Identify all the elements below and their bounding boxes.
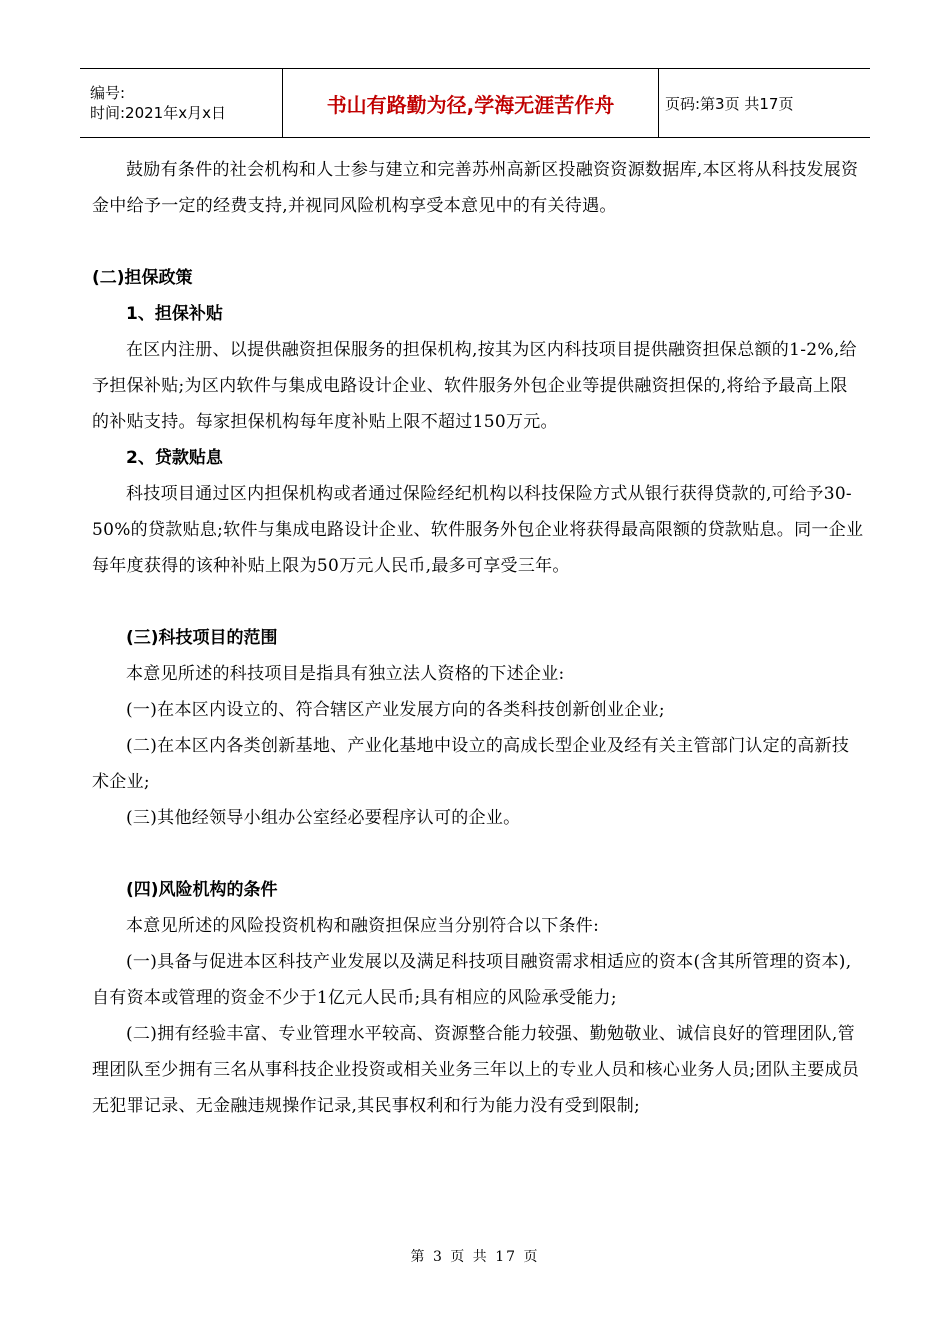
intro-paragraph: 鼓励有条件的社会机构和人士参与建立和完善苏州高新区投融资资源数据库,本区将从科技发展资金中给予一定的经费支持,并视同风险机构享受本意见中的有关待遇。 — [92, 160, 859, 216]
header-time: 时间:2021年x月x日 — [90, 104, 226, 122]
header-number: 编号: — [90, 84, 126, 102]
spacer — [92, 224, 864, 260]
section-heading-institution-conditions: (四)风险机构的条件 — [126, 880, 278, 900]
paragraph-loan-interest: 科技项目通过区内担保机构或者通过保险经纪机构以科技保险方式从银行获得贷款的,可给予30-50%的贷款贴息;软件与集成电路设计企业、软件服务外包企业将获得最高限额的贷款贴息。同一企业每年度获得的该种补贴上限为50万元人民币,最多可享受三年。 — [92, 484, 864, 576]
document-body — [92, 152, 864, 1124]
section-heading-project-scope: (三)科技项目的范围 — [126, 628, 278, 648]
page-header — [80, 68, 870, 138]
paragraph-institution-conditions: 本意见所述的风险投资机构和融资担保应当分别符合以下条件: — [126, 916, 600, 936]
header-meta — [80, 69, 282, 137]
subheading-guarantee-subsidy: 1、担保补贴 — [126, 304, 223, 324]
paragraph-guarantee-subsidy: 在区内注册、以提供融资担保服务的担保机构,按其为区内科技项目提供融资担保总额的1-2%,给予担保补贴;为区内软件与集成电路设计企业、软件服务外包企业等提供融资担保的,将给予最高上限的补贴支持。每家担保机构每年度补贴上限不超过150万元。 — [92, 340, 857, 432]
page-footer: 第 3 页 共 17 页 — [410, 1249, 540, 1265]
list-item-scope-3: (三)其他经领导小组办公室经必要程序认可的企业。 — [126, 808, 521, 828]
list-item-condition-2: (二)拥有经验丰富、专业管理水平较高、资源整合能力较强、勤勉敬业、诚信良好的管理团队,管理团队至少拥有三名从事科技企业投资或相关业务三年以上的专业人员和核心业务人员;团队主要成员无犯罪记录、无金融违规操作记录,其民事权利和行为能力没有受到限制; — [92, 1024, 860, 1116]
subheading-loan-interest: 2、贷款贴息 — [126, 448, 223, 468]
list-item-scope-1: (一)在本区内设立的、符合辖区产业发展方向的各类科技创新创业企业; — [126, 700, 665, 720]
header-motto: 书山有路勤为径,学海无涯苦作舟 — [282, 69, 659, 137]
spacer — [92, 584, 864, 620]
spacer — [92, 836, 864, 872]
list-item-scope-2: (二)在本区内各类创新基地、产业化基地中设立的高成长型企业及经有关主管部门认定的高新技术企业; — [92, 736, 850, 792]
section-heading-guarantee: (二)担保政策 — [92, 268, 193, 288]
list-item-condition-1: (一)具备与促进本区科技产业发展以及满足科技项目融资需求相适应的资本(含其所管理的资本),自有资本或管理的资金不少于1亿元人民币;具有相应的风险承受能力; — [92, 952, 852, 1008]
header-page-number: 页码:第3页 共17页 — [665, 94, 794, 113]
paragraph-project-scope: 本意见所述的科技项目是指具有独立法人资格的下述企业: — [126, 664, 565, 684]
